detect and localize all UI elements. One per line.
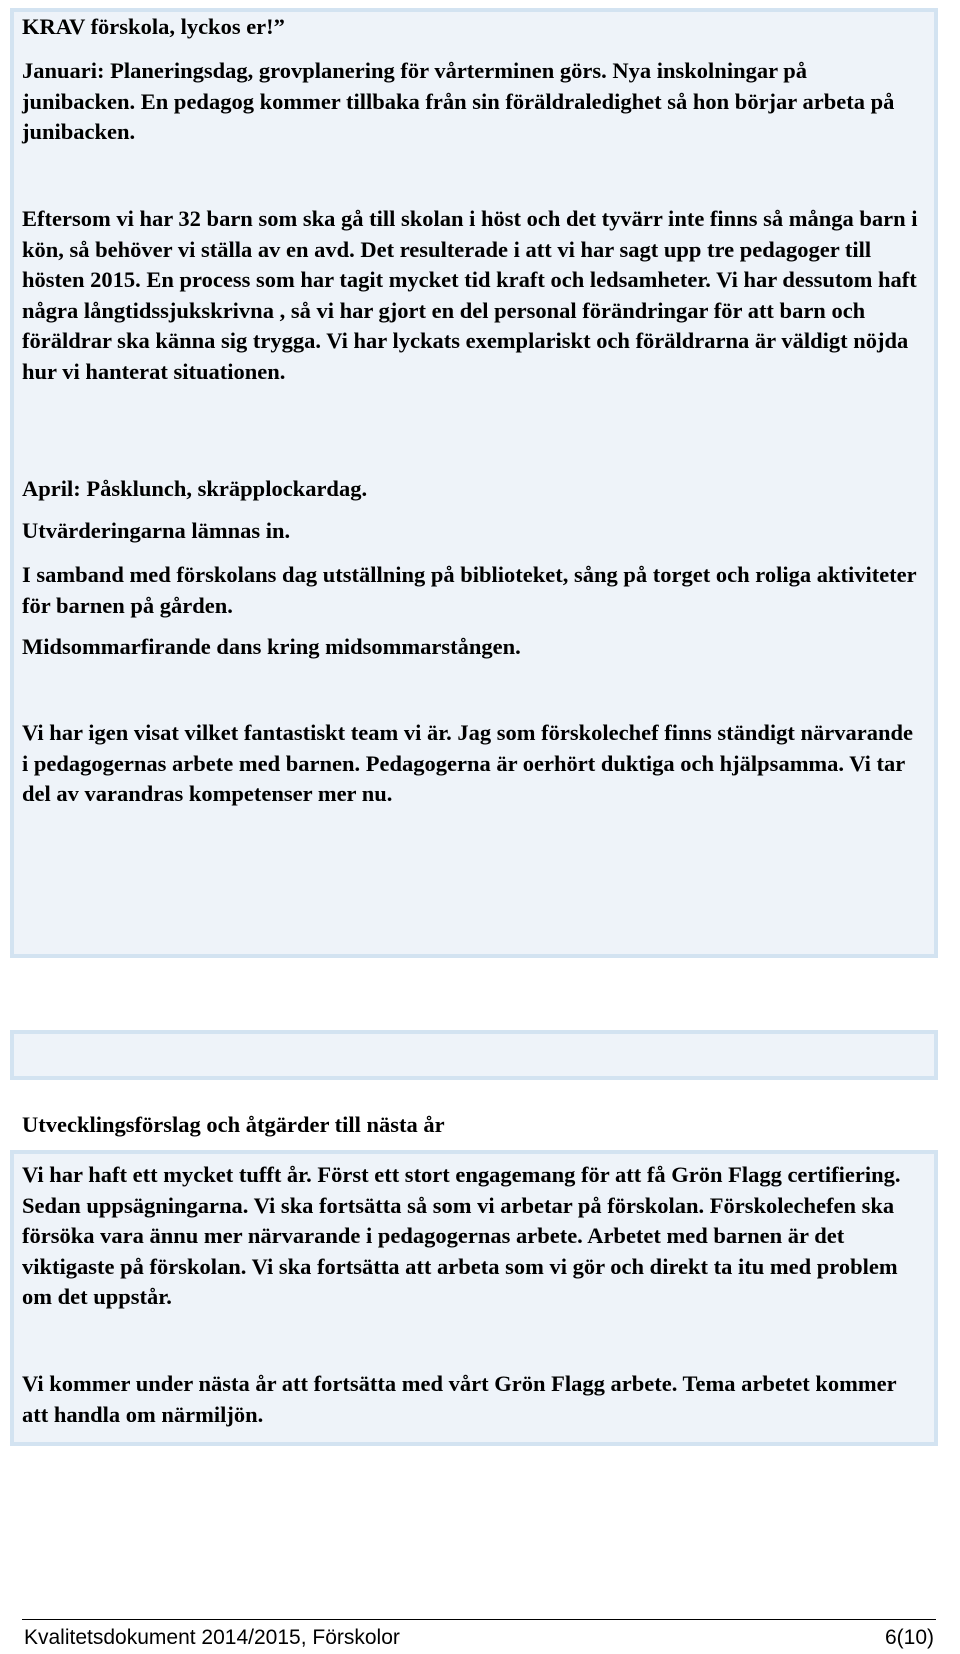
staffing-paragraph: Eftersom vi har 32 barn som ska gå till skolan i höst och det tyvärr inte finns så många barn i kön, så behöver vi ställa av en avd. Det resulterade i att vi har sagt upp tre pedagoger till hösten 2015. En process som har tagit mycket tid kraft och ledsamheter. Vi har dessutom haft några långtidssjukskrivna , så vi har gjort en del personal förändringar för att barn och föräldrar ska känna sig trygga. Vi har lyckats exemplariskt och föräldrarna är väldigt nöjda hur vi hanterat situationen. (22, 206, 918, 384)
krav-line: KRAV förskola, lyckos er!” (22, 14, 285, 39)
green-flag-paragraph: Vi kommer under nästa år att fortsätta med vårt Grön Flagg arbete. Tema arbetet kommer att handla om närmiljön. (22, 1371, 897, 1427)
section-heading: Utvecklingsförslag och åtgärder till nästa år (22, 1112, 445, 1137)
preschool-day-paragraph: I samband med förskolans dag utställning på biblioteket, sång på torget och roliga aktiviteter för barnen på gården. (22, 562, 917, 618)
footer-divider (22, 1619, 936, 1620)
footer-document-title: Kvalitetsdokument 2014/2015, Förskolor (24, 1626, 400, 1649)
january-paragraph: Januari: Planeringsdag, grovplanering för vårterminen görs. Nya inskolningar på junibacken. En pedagog kommer tillbaka från sin föräldraledighet så hon börjar arbeta på junibacken. (22, 58, 895, 144)
team-paragraph: Vi har igen visat vilket fantastiskt team vi är. Jag som förskolechef finns ständigt närvarande i pedagogernas arbete med barnen. Pedagogerna är oerhört duktiga och hjälpsamma. Vi tar del av varandras kompetenser mer nu. (22, 720, 914, 806)
empty-text-box (10, 1030, 938, 1080)
april-line: April: Påsklunch, skräpplockardag. (22, 476, 368, 501)
midsummer-line: Midsommarfirande dans kring midsommarstången. (22, 634, 521, 659)
footer-page-number: 6(10) (884, 1626, 934, 1649)
tough-year-paragraph: Vi har haft ett mycket tufft år. Först ett stort engagemang för att få Grön Flagg certifiering. Sedan uppsägningarna. Vi ska fortsätta så som vi arbetar på förskolan. Förskolechefen ska försöka vara ännu mer närvarande i pedagogernas arbete. Arbetet med barnen är det viktigaste på förskolan. Vi ska fortsätta att arbeta som vi gör och direkt ta itu med problem om det uppstår. (22, 1162, 901, 1309)
evaluations-line: Utvärderingarna lämnas in. (22, 518, 291, 543)
